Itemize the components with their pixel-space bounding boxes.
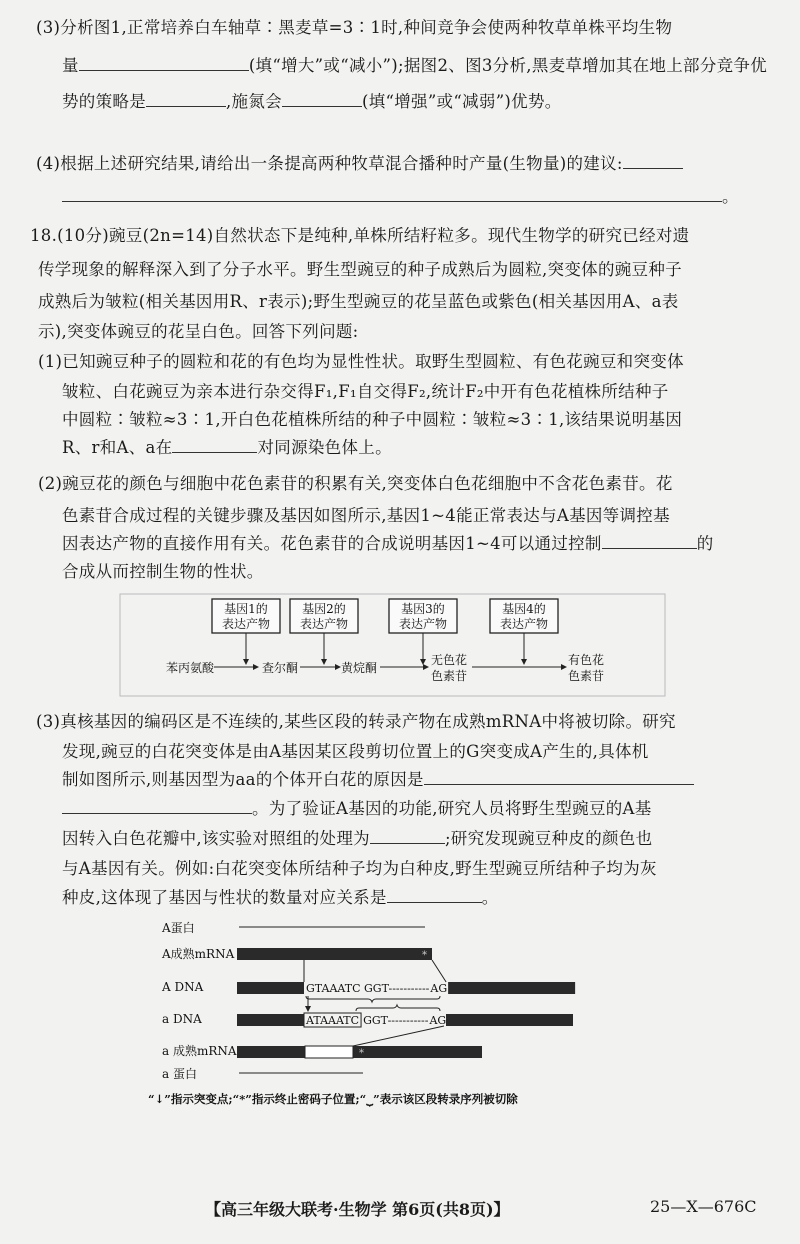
a-dna-ag: AG bbox=[430, 982, 448, 995]
text-segment: 势的策略是 bbox=[62, 92, 146, 111]
gene-box-label: 基因2的 bbox=[302, 602, 346, 616]
text-segment: 。 bbox=[481, 888, 499, 907]
text-segment: 对同源染色体上。 bbox=[257, 438, 392, 457]
text-segment: 18.(10分)豌豆(2n=14)自然状态下是纯种,单株所结籽粒多。现代生物学的研究已经对遗 bbox=[30, 226, 690, 245]
text-segment: 成熟后为皱粒(相关基因用R、r表示);野生型豌豆的花呈蓝色或紫色(相关基因用A、a表 bbox=[38, 292, 679, 311]
text-segment: (2)豌豆花的颜色与细胞中花色素苷的积累有关,突变体白色花细胞中不含花色素苷。花 bbox=[38, 474, 673, 493]
compound-colored-l2: 色素苷 bbox=[568, 669, 605, 683]
stop-codon-mark: * bbox=[422, 950, 427, 961]
a-dna-bar-right bbox=[448, 982, 575, 994]
text-segment: 。为了验证A基因的功能,研究人员将野生型豌豆的A基 bbox=[252, 799, 652, 818]
footer-code: 25—X—676C bbox=[650, 1197, 757, 1216]
gene-box-label: 基因1的 bbox=[224, 602, 268, 616]
compound-flavanone: 黄烷酮 bbox=[341, 661, 378, 675]
mut-dna-sequence bbox=[305, 1014, 446, 1027]
text-segment: 发现,豌豆的白花突变体是由A基因某区段剪切位置上的G突变成A产生的,具体机 bbox=[62, 742, 649, 761]
label-a-dna: A DNA bbox=[162, 980, 204, 994]
text-segment: (3)分析图1,正常培养白车轴草∶黑麦草=3∶1时,种间竞争会使两种牧草单株平均生物 bbox=[36, 18, 673, 37]
gene-box-suffix: 表达产物 bbox=[299, 617, 349, 631]
text-segment: 合成从而控制生物的性状。 bbox=[62, 562, 264, 581]
text-segment: 因表达产物的直接作用有关。花色素苷的合成说明基因1~4可以通过控制 bbox=[62, 534, 602, 553]
text-segment: 皱粒、白花豌豆为亲本进行杂交得F₁,F₁自交得F₂,统计F₂中开有色花植株所结种子 bbox=[62, 382, 669, 401]
diagram-legend: “↓”指示突变点;“*”指示终止密码子位置;“⏟”表示该区段转录序列被切除 bbox=[148, 1092, 518, 1106]
compound-chalcone: 查尔酮 bbox=[262, 661, 299, 675]
text-segment: 制如图所示,则基因型为aa的个体开白花的原因是 bbox=[62, 770, 424, 789]
text-segment: R、r和A、a在 bbox=[62, 438, 173, 457]
text-segment: (填“增强”或“减弱”)优势。 bbox=[361, 92, 562, 111]
compound-phenylalanine: 苯丙氨酸 bbox=[166, 661, 215, 675]
text-segment: 传学现象的解释深入到了分子水平。野生型豌豆的种子成熟后为圆粒,突变体的豌豆种子 bbox=[38, 260, 682, 279]
connector bbox=[432, 960, 446, 982]
text-segment: 因转入白色花瓣中,该实验对照组的处理为 bbox=[62, 829, 370, 848]
footer-title: 【高三年级大联考·生物学 第6页(共8页)】 bbox=[205, 1200, 510, 1219]
text-segment: 色素苷合成过程的关键步骤及基因如图所示,基因1~4能正常表达与A基因等调控基 bbox=[62, 506, 670, 525]
mut-dna-ag: AG bbox=[429, 1014, 447, 1027]
text-segment: 与A基因有关。例如:白花突变体所结种子均为白种皮,野生型豌豆所结种子均为灰 bbox=[62, 859, 657, 878]
mut-dna-bar-right bbox=[446, 1014, 573, 1026]
text-segment: 种皮,这体现了基因与性状的数量对应关系是 bbox=[62, 888, 387, 907]
mut-dna-bar-left bbox=[237, 1014, 304, 1026]
text-segment: (填“增大”或“减小”);据图2、图3分析,黑麦草增加其在地上部分竞争优 bbox=[248, 56, 768, 75]
text-segment: (4)根据上述研究结果,请给出一条提高两种牧草混合播种时产量(生物量)的建议: bbox=[36, 154, 623, 173]
text-segment: 中圆粒∶皱粒≈3∶1,开白色花植株所结的种子中圆粒∶皱粒≈3∶1,该结果说明基因 bbox=[62, 410, 683, 429]
compound-colorless-l2: 色素苷 bbox=[431, 669, 468, 683]
excised-brace bbox=[306, 996, 440, 1002]
gene-box-suffix: 表达产物 bbox=[221, 617, 271, 631]
label-a-mrna: A成熟mRNA bbox=[162, 947, 235, 961]
text-segment: 的 bbox=[696, 534, 714, 553]
label-mut-dna: a DNA bbox=[162, 1012, 202, 1026]
mut-dna-seq2: GGT bbox=[363, 1014, 387, 1027]
a-dna-seq: GTAAATC GGT bbox=[306, 982, 388, 995]
text-segment: ,施氮会 bbox=[226, 92, 282, 111]
compound-colorless-l1: 无色花 bbox=[431, 653, 468, 667]
label-mut-protein: a 蛋白 bbox=[162, 1067, 197, 1081]
a-dna-dashes: ----------- bbox=[388, 982, 430, 995]
mut-dna-seq: ATAAATC bbox=[306, 1014, 360, 1027]
text-segment: (1)已知豌豆种子的圆粒和花的有色均为显性性状。取野生型圆粒、有色花豌豆和突变体 bbox=[38, 352, 684, 371]
a-dna-sequence bbox=[306, 982, 447, 995]
label-a-protein: A蛋白 bbox=[162, 921, 195, 935]
text-segment: (3)真核基因的编码区是不连续的,某些区段的转录产物在成熟mRNA中将被切除。研究 bbox=[36, 712, 676, 731]
gene-box-2 bbox=[290, 599, 358, 633]
gene-box-suffix: 表达产物 bbox=[398, 617, 448, 631]
gene-box-3 bbox=[389, 599, 457, 633]
label-mut-mrna: a 成熟mRNA bbox=[162, 1044, 237, 1058]
text-segment: ;研究发现豌豆种皮的颜色也 bbox=[444, 829, 653, 848]
gene-box-1 bbox=[212, 599, 280, 633]
gene-box-4 bbox=[490, 599, 558, 633]
gene-box-suffix: 表达产物 bbox=[499, 617, 549, 631]
text-segment: 量 bbox=[62, 56, 79, 75]
a-mrna-bar bbox=[237, 948, 432, 960]
gene-box-label: 基因4的 bbox=[502, 602, 546, 616]
connector bbox=[353, 1026, 444, 1046]
gene-box-label: 基因3的 bbox=[401, 602, 445, 616]
splice-diagram bbox=[148, 921, 575, 1108]
excised-brace bbox=[356, 1005, 440, 1011]
text-segment: 。 bbox=[722, 187, 739, 206]
compound-colored-l1: 有色花 bbox=[568, 653, 605, 667]
mut-dna-dashes: ----------- bbox=[387, 1014, 429, 1027]
mut-mrna-retained bbox=[305, 1046, 353, 1058]
text-segment: 示),突变体豌豆的花呈白色。回答下列问题: bbox=[38, 322, 359, 341]
stop-codon-mark: * bbox=[359, 1048, 364, 1059]
a-dna-bar-left bbox=[237, 982, 304, 994]
